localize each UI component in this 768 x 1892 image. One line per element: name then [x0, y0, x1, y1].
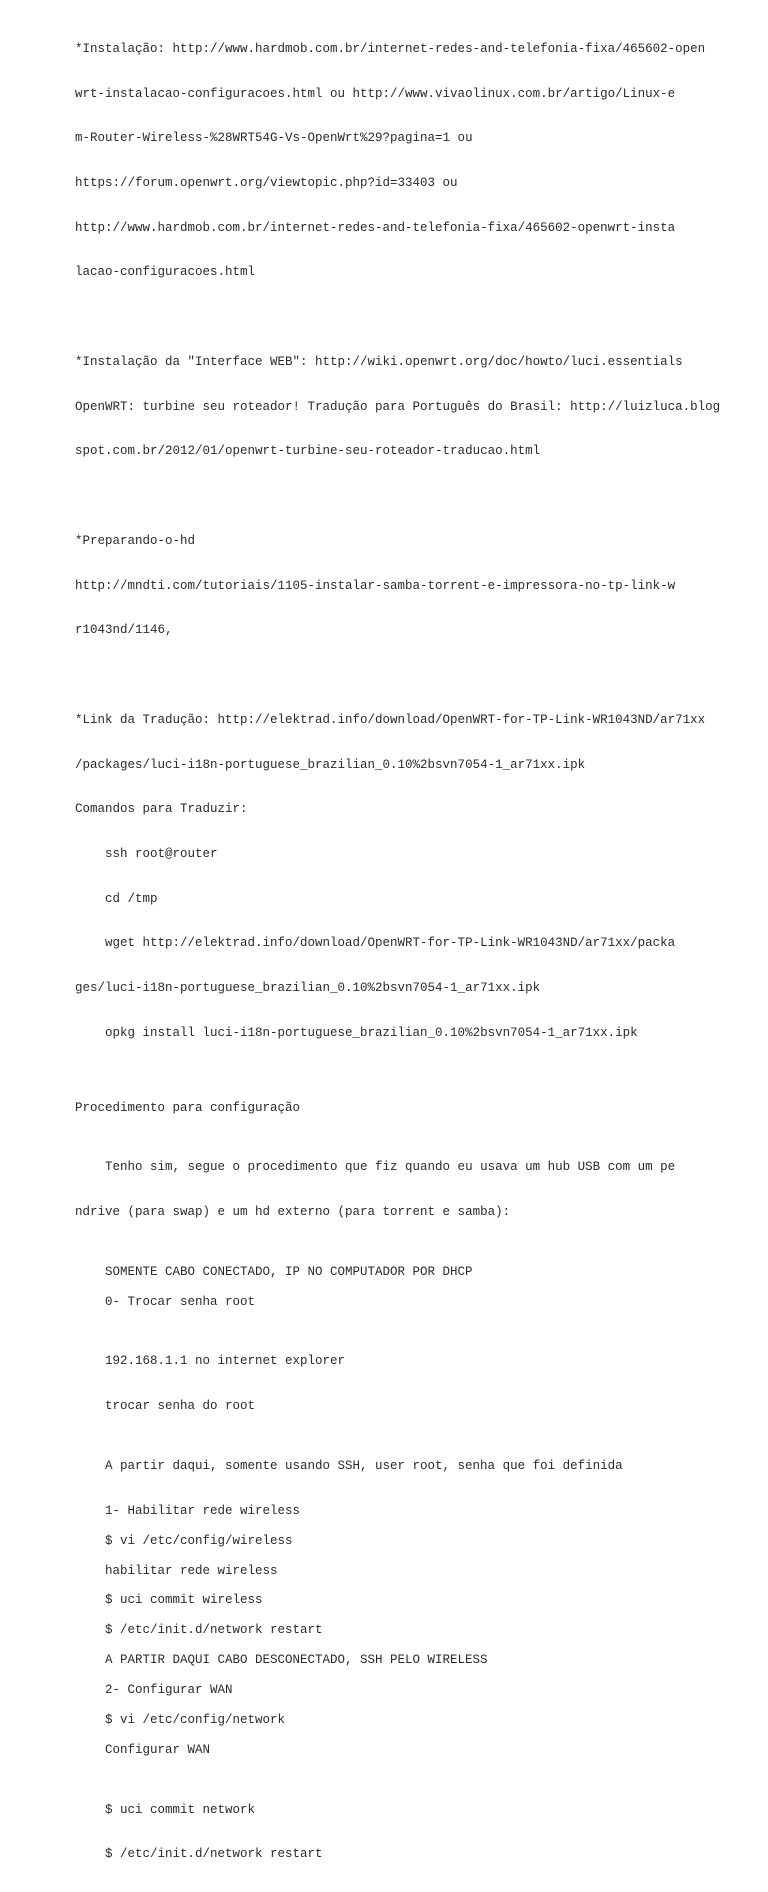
web-interface-paragraph	[75, 325, 755, 489]
translation-line: Comandos para Traduzir:	[75, 802, 248, 817]
prepare-hd-line: *Preparando-o-hd	[75, 533, 196, 548]
step1-title: 1- Habilitar rede wireless	[105, 1503, 301, 1518]
ssh-note: A partir daqui, somente usando SSH, user root, senha que foi definida	[105, 1458, 623, 1473]
install-line: lacao-configuracoes.html	[75, 265, 256, 280]
step1-command: $ vi /etc/config/wireless	[105, 1533, 293, 1548]
cable-only-note: SOMENTE CABO CONECTADO, IP NO COMPUTADOR POR DHCP	[105, 1264, 473, 1279]
step2-text: Configurar WAN	[105, 1743, 211, 1757]
translation-command: ges/luci-i18n-portuguese_brazilian_0.10%2bsvn7054-1_ar71xx.ipk	[75, 981, 541, 996]
prepare-hd-paragraph	[75, 504, 755, 668]
translation-command: wget http://elektrad.info/download/OpenWRT-for-TP-Link-WR1043ND/ar71xx/packa	[75, 936, 676, 951]
install-line: *Instalação: http://www.hardmob.com.br/internet-redes-and-telefonia-fixa/465602-open	[75, 41, 706, 56]
step0-title: 0- Trocar senha root	[105, 1294, 256, 1309]
install-paragraph	[75, 12, 755, 310]
translation-command: opkg install luci-i18n-portuguese_brazilian_0.10%2bsvn7054-1_ar71xx.ipk	[75, 1025, 638, 1040]
procedure-title: Procedimento para configuração	[75, 1100, 301, 1115]
translation-line: *Link da Tradução: http://elektrad.info/download/OpenWRT-for-TP-Link-WR1043ND/ar71xx	[75, 712, 706, 727]
procedure-intro-line: Tenho sim, segue o procedimento que fiz quando eu usava um hub USB com um pe	[75, 1160, 676, 1175]
step1-command: $ uci commit wireless	[105, 1593, 263, 1608]
install-line: wrt-instalacao-configuracoes.html ou http://www.vivaolinux.com.br/artigo/Linux-e	[75, 86, 676, 101]
step2-command: $ /etc/init.d/network restart	[105, 1847, 323, 1862]
translation-line: /packages/luci-i18n-portuguese_brazilian_0.10%2bsvn7054-1_ar71xx.ipk	[75, 757, 586, 772]
web-interface-line: *Instalação da "Interface WEB": http://wiki.openwrt.org/doc/howto/luci.essentials	[75, 354, 683, 369]
translation-paragraph	[75, 683, 755, 1071]
procedure-intro-line: ndrive (para swap) e um hd externo (para torrent e samba):	[75, 1205, 511, 1220]
translation-command: ssh root@router	[75, 847, 218, 862]
prepare-hd-line: r1043nd/1146,	[75, 623, 173, 638]
step0-line: trocar senha do root	[105, 1399, 256, 1414]
step2-command: $ vi /etc/config/network	[105, 1713, 286, 1728]
install-line: https://forum.openwrt.org/viewtopic.php?id=33403 ou	[75, 175, 458, 190]
document-page	[75, 12, 755, 1892]
step0-line: 192.168.1.1 no internet explorer	[105, 1354, 346, 1369]
install-line: m-Router-Wireless-%28WRT54G-Vs-OpenWrt%29?pagina=1 ou	[75, 131, 473, 146]
wireless-note: A PARTIR DAQUI CABO DESCONECTADO, SSH PELO WIRELESS	[105, 1653, 488, 1668]
step2-commands	[75, 1773, 755, 1892]
step1-text: habilitar rede wireless	[105, 1563, 278, 1578]
install-line: http://www.hardmob.com.br/internet-redes-and-telefonia-fixa/465602-openwrt-insta	[75, 220, 676, 235]
web-interface-line: OpenWRT: turbine seu roteador! Tradução para Português do Brasil: http://luizluca.blog	[75, 399, 721, 414]
step1-command: $ /etc/init.d/network restart	[105, 1623, 323, 1638]
translation-command: cd /tmp	[75, 891, 158, 906]
step2-title: 2- Configurar WAN	[105, 1683, 233, 1698]
prepare-hd-line: http://mndti.com/tutoriais/1105-instalar-samba-torrent-e-impressora-no-tp-link-w	[75, 578, 676, 593]
step2-command: $ uci commit network	[105, 1802, 256, 1817]
web-interface-line: spot.com.br/2012/01/openwrt-turbine-seu-roteador-traducao.html	[75, 444, 541, 459]
procedure-intro	[75, 1131, 755, 1250]
step0-instructions	[75, 1325, 755, 1444]
